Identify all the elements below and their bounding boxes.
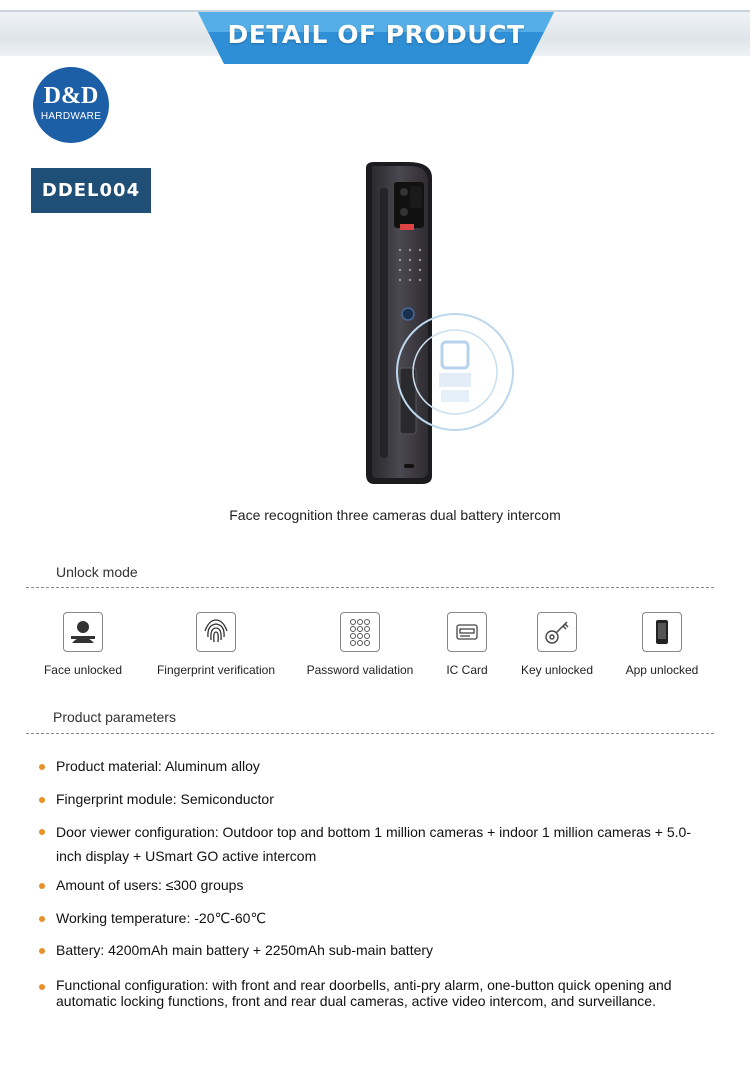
mode-label: Password validation (306, 663, 414, 677)
bullet-icon (39, 916, 45, 922)
params-divider (26, 733, 714, 734)
card-icon (447, 612, 487, 652)
logo-main-text: D&D (43, 83, 99, 109)
watermark-seal (393, 310, 517, 434)
model-badge: DDEL004 (31, 168, 151, 213)
fingerprint-icon (196, 612, 236, 652)
bullet-icon (39, 984, 45, 990)
params-section-title: Product parameters (53, 709, 176, 725)
bullet-icon (39, 764, 45, 770)
logo-sub-text: HARDWARE (40, 111, 102, 122)
keypad-icon (340, 612, 380, 652)
bullet-icon (39, 948, 45, 954)
mode-label: Fingerprint verification (156, 663, 276, 677)
unlock-section-title: Unlock mode (56, 564, 138, 580)
phone-icon (642, 612, 682, 652)
face-icon (63, 612, 103, 652)
bullet-icon (39, 883, 45, 889)
mode-label: Key unlocked (520, 663, 594, 677)
header-banner (198, 6, 554, 66)
brand-logo (33, 67, 109, 143)
key-icon (537, 612, 577, 652)
unlock-divider (26, 587, 714, 588)
product-caption: Face recognition three cameras dual battery intercom (229, 507, 561, 523)
bullet-icon (39, 829, 45, 835)
bullet-icon (39, 797, 45, 803)
mode-label: Face unlocked (43, 663, 123, 677)
mode-label: IC Card (446, 663, 488, 677)
mode-label: App unlocked (625, 663, 699, 677)
page-title: DETAIL OF PRODUCT (227, 20, 525, 49)
